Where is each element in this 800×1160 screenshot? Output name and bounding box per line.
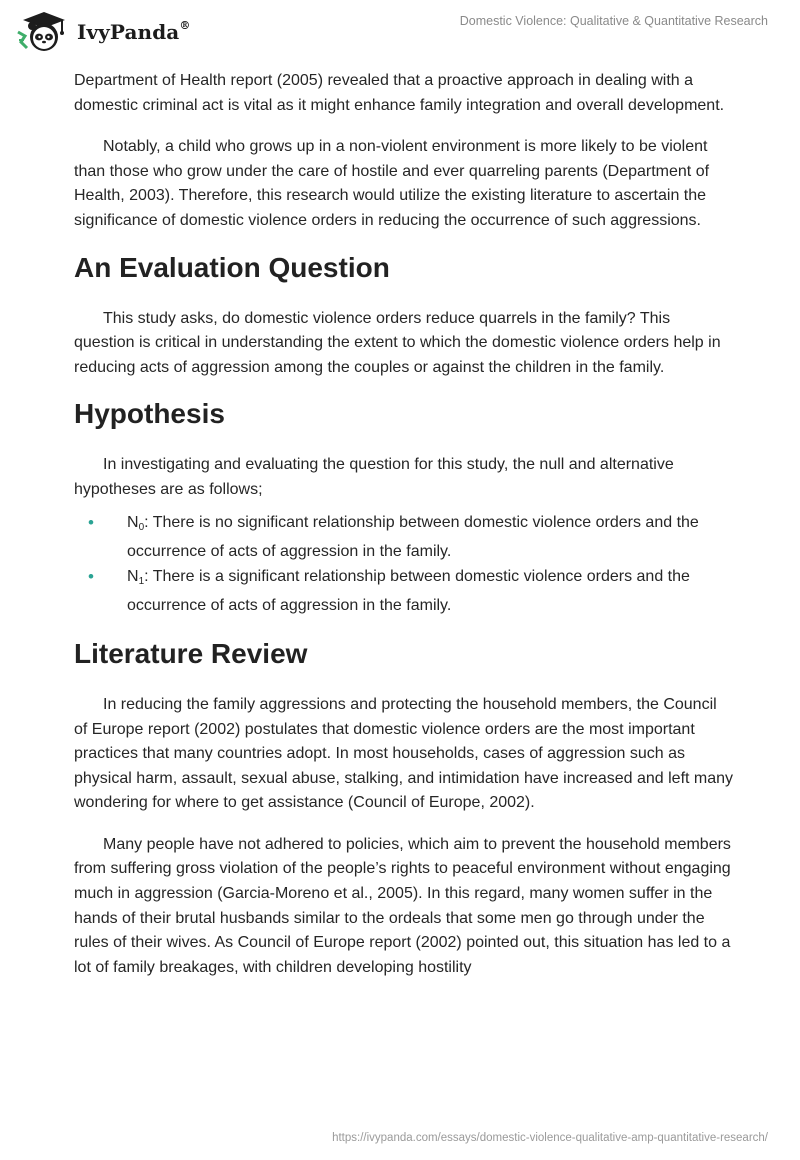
article-body (74, 69, 734, 997)
paragraph-literature-1: In reducing the family aggressions and protecting the household members, the Council of Europe report (2002) postulates that domestic violence orders are the most important practices that many countries adopt. In most households, cases of aggression such as physical harm, assault, sexual abuse, stalking, and intimidation have increased and left many wondering for where to get assistance (Council of Europe, 2002). (74, 695, 734, 812)
document-title: Domestic Violence: Qualitative & Quantitative Research (459, 14, 768, 28)
brand-name: IvyPanda® (77, 19, 191, 44)
hypotheses-list (74, 511, 734, 619)
brand-logo[interactable] (15, 10, 190, 54)
bullet-icon: • (88, 512, 94, 532)
list-item: • $N_0$: There is no significant relationship between domestic violence orders and the occurrence of acts of aggression in the family. (88, 512, 699, 561)
list-item: • $N_1$: There is a significant relationship between domestic violence orders and the occurrence of acts of aggression in the family. (88, 566, 690, 615)
paragraph-notably: Notably, a child who grows up in a non-violent environment is more likely to be violent than those who grow under the care of hostile and ever quarreling parents (Department of Health, 2003). Therefore, this research would utilize the existing literature to ascertain the significance of domestic violence orders in reducing the occurrence of such aggressions. (74, 138, 710, 229)
paragraph-hypothesis: In investigating and evaluating the question for this study, the null and alternative hypotheses are as follows; (74, 456, 674, 498)
paragraph-evaluation: This study asks, do domestic violence orders reduce quarrels in the family? This question is critical in understanding the extent to which the domestic violence orders help in reducing acts of aggression among the couples or against the children in the family. (74, 309, 721, 376)
bullet-icon: • (88, 566, 94, 586)
paragraph-intro: Department of Health report (2005) revealed that a proactive approach in dealing with a domestic criminal act is vital as it might enhance family integration and overall development. (74, 72, 725, 114)
heading-hypothesis: Hypothesis (74, 398, 225, 430)
heading-literature-review: Literature Review (74, 637, 308, 669)
source-url-link[interactable]: https://ivypanda.com/essays/domestic-violence-qualitative-amp-quantitative-research/ (332, 1132, 768, 1144)
heading-evaluation-question: An Evaluation Question (74, 251, 390, 283)
paragraph-literature-2: Many people have not adhered to policies, which aim to prevent the household members from suffering gross violation of the people’s rights to peaceful environment without engaging much in aggression (Garcia-Moreno et al., 2005). In this regard, many women suffer in the hands of their brutal husbands similar to the ordeals that some men go through under the rules of their wives. As Council of Europe report (2002) pointed out, this situation has led to a lot of family breakages, with children developing hostility (74, 835, 731, 976)
panda-graduate-icon (15, 10, 73, 54)
page-header (0, 0, 800, 68)
